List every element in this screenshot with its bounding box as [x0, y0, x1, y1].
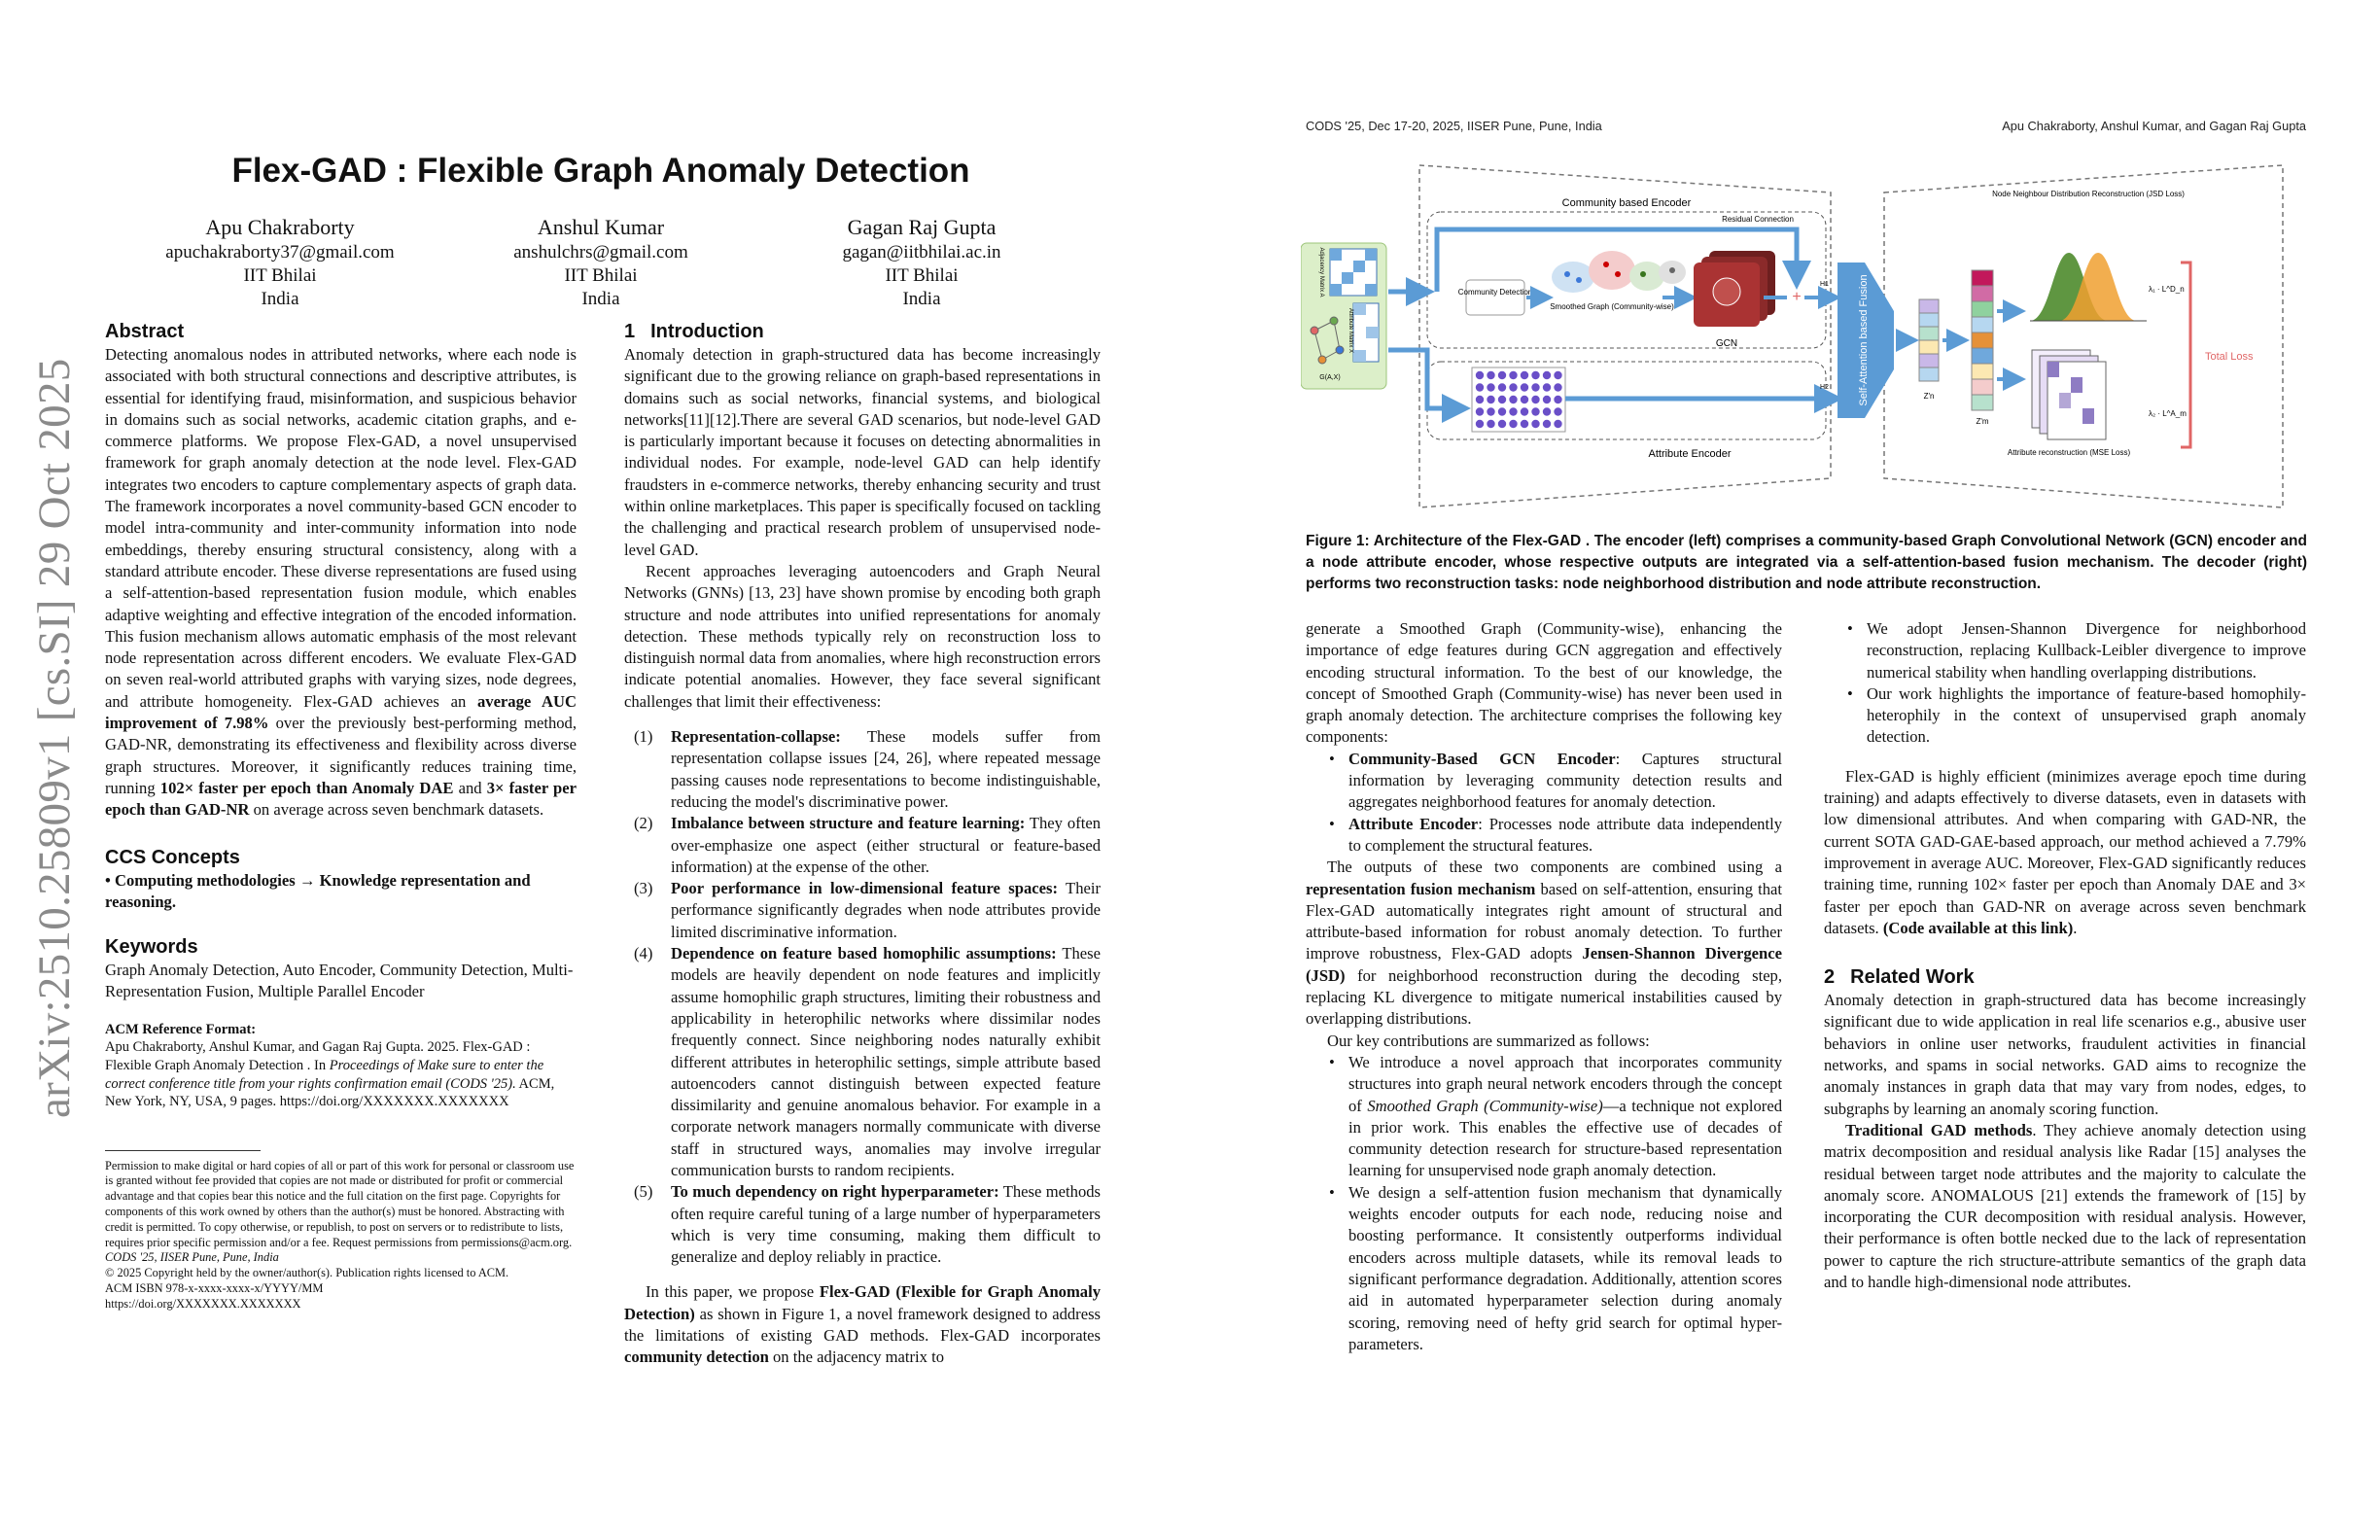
loss1-label: λ₁ · L^D_n [2149, 285, 2185, 294]
body-paragraph: generate a Smoothed Graph (Community-wise), enhancing the importance of edge features during GCN aggregation and effectively encoding structural information. To the best of our knowledge, the concept of Smoothed Graph (Community-wise) has never been used in graph anomaly detection. The architecture comprises the following key components: [1306, 619, 1782, 747]
venue-note: CODS '25, IISER Pune, Pune, India [105, 1250, 279, 1265]
attribute-node [1521, 407, 1528, 415]
attribute-node [1554, 383, 1561, 391]
attribute-node [1554, 371, 1561, 379]
plus-icon: + [1792, 289, 1802, 305]
zm-label: Z'm [1976, 417, 1989, 426]
attribute-node [1543, 383, 1551, 391]
page1-left-column [105, 319, 577, 1312]
loss2-label: λ₂ · L^A_m [2149, 409, 2187, 418]
reconstruction-matrix [2032, 350, 2106, 439]
paper-title: Flex-GAD : Flexible Graph Anomaly Detection [231, 152, 970, 190]
latent-vector [1919, 299, 1939, 381]
author-email[interactable]: gagan@iitbhilai.ac.in [842, 242, 1001, 262]
author-email[interactable]: anshulchrs@gmail.com [513, 242, 688, 262]
list-item: (2) Imbalance between structure and feature learning: They often over-emphasize one aspect (either structural or feature-based information) at the expense of the other. [634, 814, 1102, 876]
challenges-list [624, 726, 1101, 1268]
running-header-left: CODS '25, Dec 17-20, 2025, IISER Pune, Pune, India [1306, 119, 1602, 133]
attribute-node [1487, 407, 1494, 415]
gcn-block [1694, 251, 1775, 327]
attribute-node [1531, 407, 1539, 415]
list-item: (4) Dependence on feature based homophilic assumptions: These models are heavily dependent on node features and implicitly assume homophilic graph structures, limiting their robustness and applicability in heterophilic networks where dissimilar nodes frequently connect. Since neighboring nodes naturally exhibit different attributes in heterophilic settings, simple attribute based autoencoders cannot distinguish between expected feature dissimilarity and genuine anomalous behavior. For example in a corporate network managers normally communicate with diverse staff in structured ways, anomalies may involve irregular communication bursts to random recipients. [634, 944, 1101, 1179]
author-country: India [261, 289, 299, 309]
body-paragraph: Flex-GAD is highly efficient (minimizes average epoch time during training) and adapts effectively to diverse datasets, even in datasets with low dimensional attributes. And when comparing with GAD-NR, the current SOTA GAD-GAE-based approach, our method achieved a 7.79% improvement in average AUC. Moreover, Flex-GAD significantly reduces training time, running 102× faster per epoch than Anomaly DAE and 3× faster per epoch than GAD-NR on average across seven benchmark datasets. (Code available at this link). [1824, 766, 2306, 937]
intro-paragraph: In this paper, we propose Flex-GAD (Flexible for Graph Anomaly Detection) as shown in Figure 1, a novel framework designed to address the limitations of existing GAD methods. Flex-GAD incorporates community detection on the adjacency matrix to [624, 1282, 1101, 1367]
attribute-node [1554, 420, 1561, 428]
contributions-list [1306, 1052, 1782, 1355]
list-item: • Community-Based GCN Encoder: Captures structural information by leveraging community detection results and aggregates neighborhood features for anomaly detection. [1306, 749, 1782, 814]
attribute-node [1554, 396, 1561, 403]
ccs-heading: CCS Concepts [105, 846, 240, 868]
page2-right-column [1824, 618, 2306, 1293]
author-country: India [581, 289, 620, 309]
attribute-node [1509, 420, 1517, 428]
doi-note[interactable]: https://doi.org/XXXXXXX.XXXXXXX [105, 1296, 301, 1311]
attribute-node [1554, 407, 1561, 415]
page2-left-column [1306, 618, 1782, 1355]
attribute-node [1509, 371, 1517, 379]
intro-paragraph: Recent approaches leveraging autoencoders and Graph Neural Networks (GNNs) [13, 23] have shown promise by encoding both graph structure and node attributes into unified representations for anomaly detection. These methods typically rely on reconstruction loss to distinguish normal data from anomalies, where high reconstruction errors indicate potential anomalies. However, they face several significant challenges that limit their effectiveness: [624, 561, 1101, 711]
author-3 [776, 214, 1068, 311]
adjacency-matrix [1330, 249, 1377, 296]
code-link[interactable]: (Code available at this link) [1882, 918, 2074, 937]
attribute-node [1498, 396, 1506, 403]
attribute-node [1476, 383, 1484, 391]
list-item: • We adopt Jensen-Shannon Divergence for neighborhood reconstruction, replacing Kullback-Leibler divergence to improve numerical stability when handling overlapping distributions. [1824, 618, 2306, 683]
attribute-node [1521, 371, 1528, 379]
attribute-node [1531, 371, 1539, 379]
gcn-label: GCN [1715, 338, 1738, 349]
mse-label: Attribute reconstruction (MSE Loss) [2007, 448, 2131, 457]
body-paragraph: The outputs of these two components are combined using a representation fusion mechanism based on self-attention, ensuring that Flex-GAD automatically integrates right amount of structural and attribute-based information for robust anomaly detection. To further improve robustness, Flex-GAD adopts Jensen-Shannon Divergence (JSD) for neighborhood reconstruction during the decoding step, replacing KL divergence to mitigate numerical instabilities caused by overlapping distributions. [1306, 858, 1783, 1029]
list-item: (3) Poor performance in low-dimensional feature spaces: Their performance significantly degrades when node attributes provide limited discriminative information. [634, 879, 1101, 941]
body-paragraph: Traditional GAD methods. They achieve anomaly detection using matrix decomposition and residual analysis like Radar [15] analyses the residual between target node attributes and the majority to calculate the anomaly score. ANOMALOUS [21] extends the framework of [15] by incorporating the CUR decomposition with residual analysis. However, their performance is often bottle necked due to the lack of representation power to capture the rich structure-attribute semantics of the graph data and to handle high-dimensional node attributes. [1824, 1120, 2306, 1292]
attribute-node [1509, 383, 1517, 391]
figure-caption: Figure 1: Architecture of the Flex-GAD . The encoder (left) comprises a community-based Graph Convolutional Network (GCN) encoder and a node attribute encoder, whose respective outputs are integrated via a self-attention-based fusion mechanism. The decoder (right) performs two reconstruction tasks: node neighborhood distribution and node attribute reconstruction. [1306, 533, 2307, 592]
list-item: • We introduce a novel approach that incorporates community structures into graph neural network encoders through the concept of Smoothed Graph (Community-wise)—a technique not explored in prior work. This enables the effective use of decades of community detection research for structure-based representation learning for unsupervised node graph anomaly detection. [1306, 1052, 1782, 1182]
architecture-figure [1301, 156, 2312, 515]
attribute-node [1476, 396, 1484, 403]
zn-label: Z'n [1923, 392, 1935, 401]
attribute-node [1498, 383, 1506, 391]
ccs-text: • Computing methodologies → Knowledge representation and reasoning. [105, 870, 531, 911]
residual-label: Residual Connection [1722, 215, 1794, 224]
attribute-node [1521, 396, 1528, 403]
copyright-note: © 2025 Copyright held by the owner/author(s). Publication rights licensed to ACM. [105, 1266, 509, 1280]
attribute-node [1521, 420, 1528, 428]
attribute-node [1498, 371, 1506, 379]
list-item: (5) To much dependency on right hyperparameter: These methods often require careful tuning of a large number of hyperparameters which is very time consuming, making them difficult to generalize and deploy reliably in practice. [634, 1182, 1101, 1267]
author-email[interactable]: apuchakraborty37@gmail.com [165, 242, 395, 262]
attribute-node [1531, 420, 1539, 428]
attribute-node [1509, 396, 1517, 403]
attribute-node [1521, 383, 1528, 391]
attribute-matrix-label: Attribute Matrix X [1348, 307, 1353, 354]
author-name: Apu Chakraborty [205, 215, 355, 239]
author-name: Gagan Raj Gupta [847, 215, 997, 239]
author-affiliation: IIT Bhilai [564, 265, 638, 286]
attribute-node [1476, 420, 1484, 428]
total-loss-label: Total Loss [2205, 351, 2254, 363]
community-encoder-label: Community based Encoder [1561, 197, 1692, 209]
adjacency-label: Adjacency Matrix A [1318, 247, 1324, 298]
contributions-list-continued [1824, 618, 2306, 749]
jsd-label: Node Neighbour Distribution Reconstruction (JSD Loss) [1992, 190, 2185, 198]
components-list [1306, 749, 1782, 857]
keywords-heading: Keywords [105, 936, 198, 959]
attribute-node [1531, 383, 1539, 391]
page1-right-column [624, 319, 1101, 1369]
attribute-node [1543, 371, 1551, 379]
attribute-node [1531, 396, 1539, 403]
abstract-heading: Abstract [105, 321, 185, 342]
graph-label: G(A,X) [1319, 374, 1341, 381]
author-2 [455, 214, 747, 311]
list-item: (1) Representation-collapse: These models suffer from representation collapse issues [24, 26], where repeated message passing causes node representations to become indistinguishable, reducing the model's discriminative power. [634, 727, 1101, 811]
author-affiliation: IIT Bhilai [885, 265, 959, 286]
related-work-heading: 2 Related Work [1824, 966, 1975, 989]
attribute-node [1487, 371, 1494, 379]
attribute-encoder-label: Attribute Encoder [1648, 448, 1732, 460]
attribute-node [1476, 407, 1484, 415]
attribute-node [1498, 420, 1506, 428]
attribute-node [1487, 383, 1494, 391]
h2-label: H2 [1820, 384, 1829, 391]
attribute-node [1543, 396, 1551, 403]
smoothed-graph [1552, 251, 1686, 293]
permission-notice: Permission to make digital or hard copies of all or part of this work for personal or classroom use is granted without fee provided that copies are not made or distributed for profit or commercial advantage and that copies bear this notice and the full citation on the first page. Copyrights for components of this work owned by others than the author(s) must be honored. Abstracting with credit is permitted. To copy otherwise, or republish, to post on servers or to redistribute to lists, requires prior specific permission and/or a fee. Request permissions from permissions@acm.org. [105, 1158, 575, 1249]
h1-label: H1 [1820, 281, 1829, 288]
attribute-matrix [1353, 303, 1379, 362]
intro-heading: 1 Introduction [624, 321, 764, 342]
attribute-node [1476, 371, 1484, 379]
community-detection-label: Community Detection [1457, 288, 1533, 297]
attribute-node [1509, 407, 1517, 415]
acm-ref-text: Apu Chakraborty, Anshul Kumar, and Gagan Raj Gupta. 2025. Flex-GAD : Flexible Graph Anomaly Detection . In Proceedings of Make sure to enter the correct conference title from your rights confirmation email (CODS '25). ACM, New York, NY, USA, 9 pages. https://doi.org/XXXXXXX.XXXXXXX [105, 1039, 555, 1110]
author-name: Anshul Kumar [537, 215, 665, 239]
author-affiliation: IIT Bhilai [243, 265, 317, 286]
list-item: • We design a self-attention fusion mechanism that dynamically weights encoder outputs for each node, reducing noise and boosting performance. It consistently outperforms individual encoders across multiple datasets, while its removal leads to significant performance degradation. Additionally, attention scores aid in automated hyperparameter selection during anomaly scoring, removing need of hefty grid search for optimal hyper-parameters. [1306, 1182, 1782, 1355]
body-paragraph: Our key contributions are summarized as follows: [1327, 1031, 1650, 1050]
author-country: India [902, 289, 941, 309]
intro-paragraph: Anomaly detection in graph-structured data has become increasingly significant due to the growing reliance on graph-based representations in domains such as social networks, financial systems, and biological networks[11][12].There are several GAD scenarios, but node-level GAD is particularly important because it focuses on detecting abnormalities in individual nodes. For example, node-level GAD can help identify fraudsters in e-commerce networks, thereby enhancing security and trust within online marketplaces. This paper is specifically focused on tackling the challenging and practical research problem of unsupervised node-level GAD. [624, 345, 1101, 559]
running-header-right: Apu Chakraborty, Anshul Kumar, and Gagan Raj Gupta [2002, 119, 2306, 133]
keywords-text: Graph Anomaly Detection, Auto Encoder, Community Detection, Multi-Representation Fusion, Multiple Parallel Encoder [105, 961, 574, 1001]
attribute-node [1487, 420, 1494, 428]
acm-ref-heading: ACM Reference Format: [105, 1021, 257, 1037]
body-paragraph: Anomaly detection in graph-structured data has become increasingly significant due to wide application in real life scenarios e.g., abusive user behaviors in online user networks, fraudulent activities in financial networks, and spams in social networks. GAD aims to recognize the anomaly instances in graph data that may vary from nodes, edges, to subgraphs by learning an anomaly scoring function. [1824, 991, 2306, 1118]
smoothed-graph-label: Smoothed Graph (Community-wise) [1550, 302, 1674, 311]
attribute-node [1543, 407, 1551, 415]
abstract-text: Detecting anomalous nodes in attributed networks, where each node is associated with both structural connections and descriptive attributes, is essential for identifying fraud, misinformation, and suspicious behavior in domains such as social networks, academic citation graphs, and e-commerce platforms. We propose Flex-GAD, a novel unsupervised framework for graph anomaly detection at the node level. Flex-GAD integrates two encoders to capture complementary aspects of graph data. The framework incorporates a novel community-based GCN encoder to model intra-community and inter-community information into node embeddings, thereby ensuring structural consistency, along with a standard attribute encoder. These diverse representations are fused using a self-attention-based representation fusion module, which enables adaptive weighting and effective integration of the encoded information. This fusion mechanism allows automatic emphasis of the most relevant node representation across different encoders. We evaluate Flex-GAD on seven real-world attributed graphs with varying sizes, node degrees, and attribute homogeneity. Flex-GAD achieves an average AUC improvement of 7.98% over the previously best-performing method, GAD-NR, demonstrating its effectiveness and flexibility across diverse graph structures. Moreover, it significantly reduces training time, running 102× faster per epoch than Anomaly DAE and 3× faster per epoch than GAD-NR on average across seven benchmark datasets. [105, 345, 578, 820]
decoder-vector [1972, 270, 1993, 410]
attribute-grid-frame [1472, 368, 1565, 432]
isbn-note: ACM ISBN 978-x-xxxx-xxxx-x/YYYY/MM [105, 1281, 324, 1296]
list-item: • Our work highlights the importance of feature-based homophily-heterophily in the context of unsupervised graph anomaly detection. [1824, 683, 2306, 749]
list-item: • Attribute Encoder: Processes node attribute data independently to complement the structural features. [1306, 814, 1782, 858]
fusion-label: Self-Attention based Fusion [1858, 274, 1870, 406]
attribute-node [1498, 407, 1506, 415]
author-1 [134, 214, 426, 311]
footnote-rule [105, 1150, 261, 1151]
community-detection-box [1466, 280, 1524, 315]
attribute-node [1487, 396, 1494, 403]
arxiv-stamp: arXiv:2510.25809v1 [cs.SI] 29 Oct 2025 [29, 358, 80, 1118]
attribute-node [1543, 420, 1551, 428]
